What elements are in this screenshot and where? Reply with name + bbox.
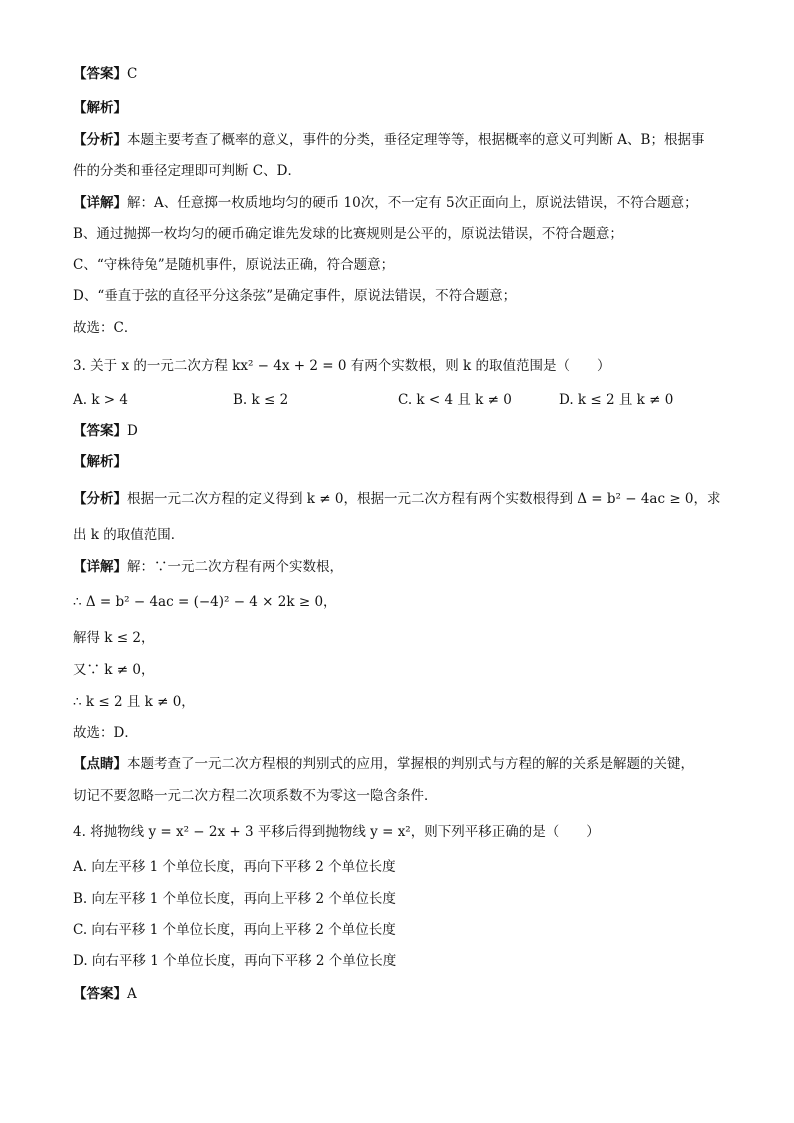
q3-detail-line1: 【详解】解：∵一元二次方程有两个实数根， <box>73 559 343 575</box>
q3-stem: 3. 关于 x 的一元二次方程 kx² − 4x + 2 = 0 有两个实数根，则 k 的取值范围是（ ） <box>73 358 611 374</box>
q4-option-a: A. 向左平移 1 个单位长度，再向下平移 2 个单位长度 <box>73 859 396 875</box>
q2-analysis-heading: 【解析】 <box>73 100 127 116</box>
q3-option-b: B. k ≤ 2 <box>233 392 289 408</box>
q2-fenxi-line2: 件的分类和垂径定理即可判断 C、D． <box>73 163 301 179</box>
q3-fenxi-line2: 出 k 的取值范围． <box>73 527 185 543</box>
q3-detail-line5: ∴ k ≤ 2 且 k ≠ 0， <box>73 694 195 710</box>
q3-option-c: C. k < 4 且 k ≠ 0 <box>398 392 512 408</box>
q2-answer-line <box>73 64 137 84</box>
q3-choose: 故选：D． <box>73 725 138 741</box>
q4-option-b: B. 向左平移 1 个单位长度，再向上平移 2 个单位长度 <box>73 891 396 907</box>
q3-detail-line4: 又∵ k ≠ 0， <box>73 662 155 678</box>
q4-answer-line: 【答案】A <box>73 986 137 1002</box>
q3-option-a: A. k > 4 <box>73 392 128 408</box>
q3-analysis-heading: 【解析】 <box>73 454 127 470</box>
q3-option-d: D. k ≤ 2 且 k ≠ 0 <box>559 392 674 408</box>
q4-option-d: D. 向右平移 1 个单位长度，再向下平移 2 个单位长度 <box>73 953 397 969</box>
q2-detail-line1: 【详解】解：A、任意掷一枚质地均匀的硬币 10次，不一定有 5次正面向上，原说法错误，不符合题意； <box>73 195 698 211</box>
q2-fenxi-line1: 【分析】本题主要考查了概率的意义，事件的分类，垂径定理等等，根据概率的意义可判断 A、B；根据事 <box>73 132 705 148</box>
q3-fenxi-line1: 【分析】根据一元二次方程的定义得到 k ≠ 0，根据一元二次方程有两个实数根得到 Δ = b² − 4ac ≥ 0，求 <box>73 491 721 507</box>
q2-choose: 故选：C． <box>73 320 138 336</box>
q3-comment-line2: 切记不要忽略一元二次方程二次项系数不为零这一隐含条件． <box>73 788 438 804</box>
q2-detail-line2: B、通过抛掷一枚均匀的硬币确定谁先发球的比赛规则是公平的，原说法错误，不符合题意； <box>73 226 623 242</box>
q2-detail-line3: C、“守株待兔”是随机事件，原说法正确，符合题意； <box>73 257 395 273</box>
q4-stem: 4. 将抛物线 y = x² − 2x + 3 平移后得到抛物线 y = x²，则下列平移正确的是（ ） <box>73 824 600 840</box>
q4-answer: A <box>127 986 137 1002</box>
q4-option-c: C. 向右平移 1 个单位长度，再向上平移 2 个单位长度 <box>73 922 396 938</box>
q3-comment-line1: 【点睛】本题考查了一元二次方程根的判别式的应用，掌握根的判别式与方程的解的关系是解题的关键， <box>73 756 694 772</box>
q2-detail-line4: D、“垂直于弦的直径平分这条弦”是确定事件，原说法错误，不符合题意； <box>73 288 517 304</box>
answer-tag: 【答案】 <box>73 66 127 82</box>
q3-detail-line3: 解得 k ≤ 2， <box>73 630 155 646</box>
q2-answer: C <box>127 66 138 82</box>
q3-answer-line: 【答案】D <box>73 423 138 439</box>
q3-detail-line2: ∴ Δ = b² − 4ac = (−4)² − 4 × 2k ≥ 0， <box>73 594 337 610</box>
q3-answer: D <box>127 423 138 439</box>
